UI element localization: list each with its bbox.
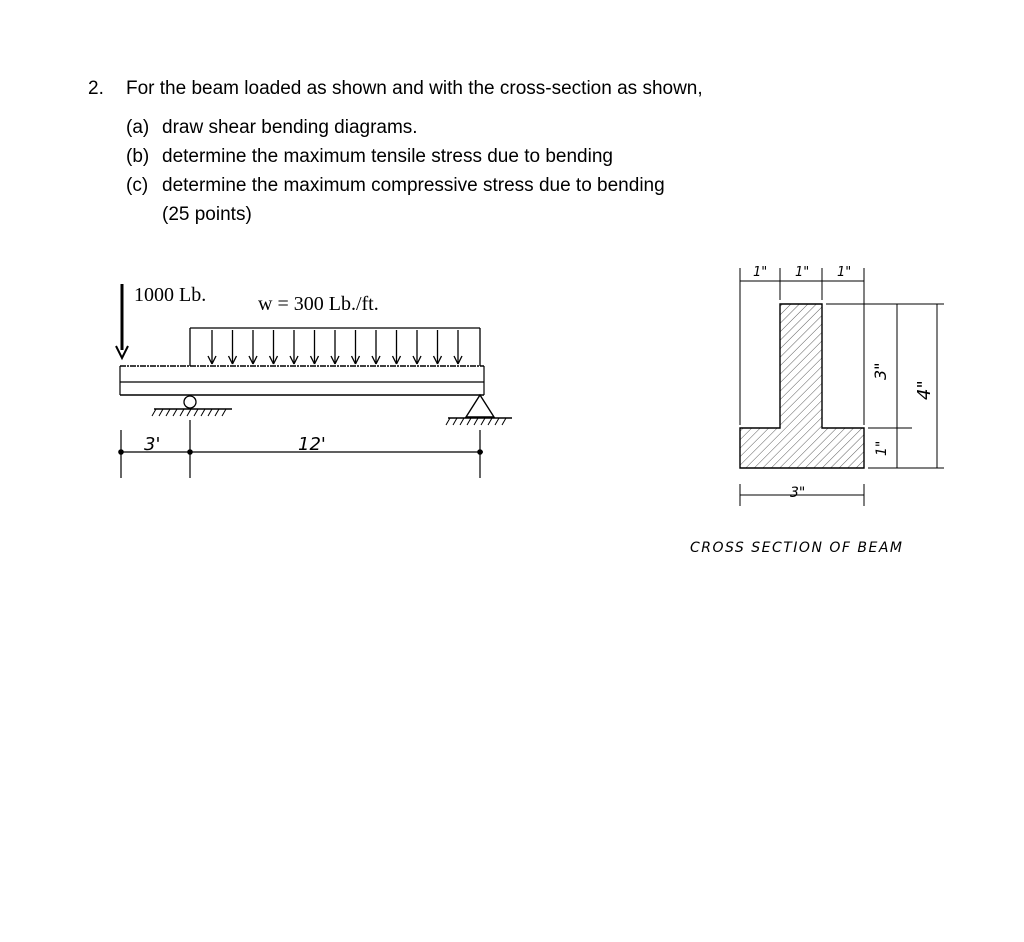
total-height-label: 4" — [914, 380, 935, 400]
cross-section-caption: CROSS SECTION OF BEAM — [690, 540, 904, 556]
bottom-width-label: 3" — [790, 485, 806, 501]
problem-number: 2. — [88, 78, 104, 99]
top-dim-1: 1" — [753, 265, 768, 280]
points-label: (25 points) — [162, 204, 252, 225]
part-label: (c) — [126, 175, 149, 196]
part-text: determine the maximum tensile stress due to bending — [162, 146, 613, 167]
part-label: (b) — [126, 146, 150, 167]
pin-support-icon — [446, 395, 512, 425]
web-height-label: 3" — [871, 362, 890, 380]
cross-section-diagram — [690, 265, 944, 556]
beam-diagram — [116, 284, 512, 478]
beam-body — [120, 366, 484, 395]
problem-stem: For the beam loaded as shown and with the cross-section as shown, — [126, 78, 703, 99]
part-label: (a) — [126, 117, 150, 138]
span-left-label: 3' — [144, 434, 161, 455]
top-dim-3: 1" — [837, 265, 852, 280]
roller-support-icon — [152, 396, 232, 416]
span-right-label: 12' — [298, 434, 326, 455]
t-section-shape — [740, 304, 864, 468]
part-text: determine the maximum compressive stress due to bending — [162, 175, 665, 196]
part-text: draw shear bending diagrams. — [162, 117, 418, 138]
top-dim-2: 1" — [795, 265, 810, 280]
distributed-load-arrows-icon — [190, 328, 480, 366]
flange-height-label: 1" — [874, 440, 890, 456]
point-load-label: 1000 Lb. — [134, 284, 207, 306]
distributed-load-label: w = 300 Lb./ft. — [258, 293, 379, 315]
point-load-arrow-icon — [116, 284, 128, 358]
